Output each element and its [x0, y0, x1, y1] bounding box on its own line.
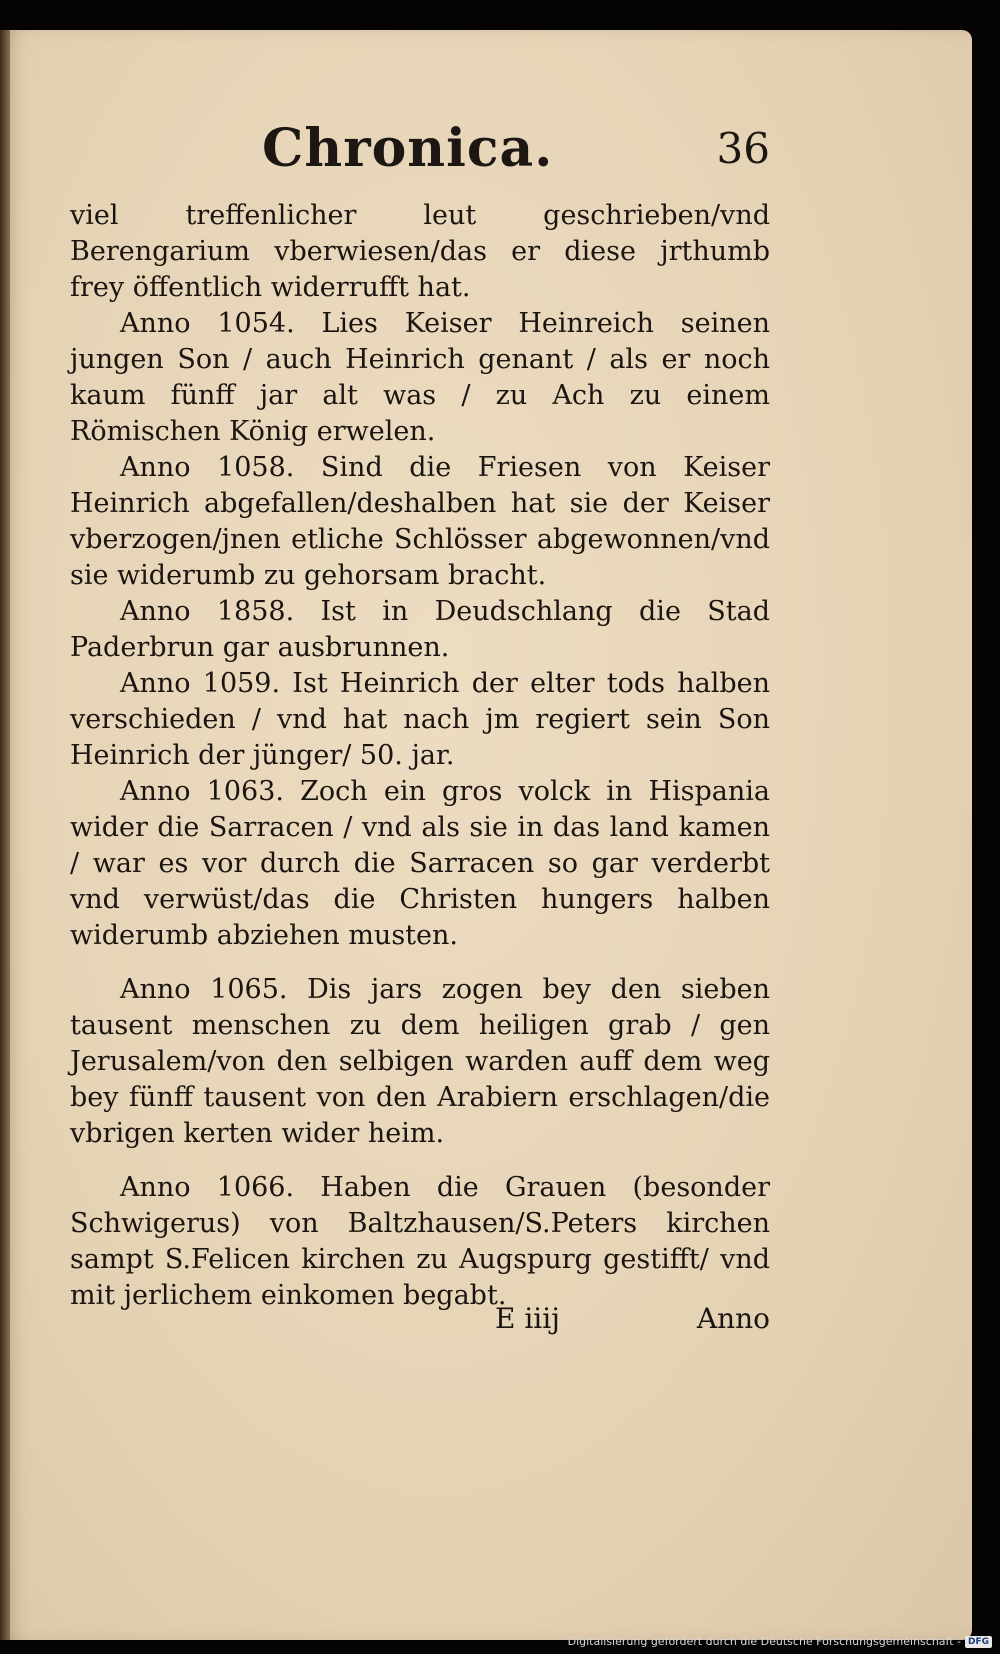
paragraph-continuation: viel treffenlicher leut geschrieben/vnd Berengarium vberwiesen/das er diese jrthumb frey öffentlich widerrufft hat. [70, 200, 770, 303]
digitization-credit [568, 1635, 992, 1648]
paragraph-anno-1058: Anno 1058. Sind die Friesen von Keiser Heinrich abgefallen/deshalben hat sie der Keiser vberzogen/jnen etliche Schlösser abgewonnen/vnd sie widerumb zu gehorsam bracht. [70, 452, 770, 591]
paragraph-anno-1066: Anno 1066. Haben die Grauen (besonder Schwigerus) von Baltzhausen/S.Peters kirchen sampt S.Felicen kirchen zu Augspurg gestifft/ vnd mit jerlichem einkomen begabt. [70, 1172, 770, 1311]
signature-mark: E iiij [495, 1302, 560, 1335]
paragraph-anno-1063: Anno 1063. Zoch ein gros volck in Hispania wider die Sarracen / vnd als sie in das land kamen / war es vor durch die Sarracen so gar verderbt vnd verwüst/das die Christen hungers halben widerumb abziehen musten. [70, 776, 770, 951]
page-header [70, 118, 770, 198]
paragraph-anno-1059: Anno 1059. Ist Heinrich der elter tods halben verschieden / vnd hat nach jm regiert sein Son Heinrich der jünger/ 50. jar. [70, 668, 770, 771]
catchword: Anno [696, 1302, 770, 1335]
paragraph-anno-1858: Anno 1858. Ist in Deudschlang die Stad Paderbrun gar ausbrunnen. [70, 596, 770, 663]
paragraph-anno-1054: Anno 1054. Lies Keiser Heinreich seinen jungen Son / auch Heinrich genant / als er noch kaum fünff jar alt was / zu Ach zu einem Römischen König erwelen. [70, 308, 770, 447]
page-footer [70, 1302, 770, 1342]
page-number: 36 [716, 124, 770, 173]
credit-text: Digitalisierung gefördert durch die Deutsche Forschungsgemeinschaft - [567, 1635, 961, 1648]
book-spine [0, 30, 10, 1640]
running-title: Chronica. [262, 118, 554, 179]
dfg-logo-icon: DFG [965, 1636, 992, 1648]
body-text [70, 198, 770, 1314]
paragraph-anno-1065: Anno 1065. Dis jars zogen bey den sieben tausent menschen zu dem heiligen grab / gen Jerusalem/von den selbigen warden auff dem weg bey fünff tausent von den Arabiern erschlagen/die vbrigen kerten wider heim. [70, 974, 770, 1149]
